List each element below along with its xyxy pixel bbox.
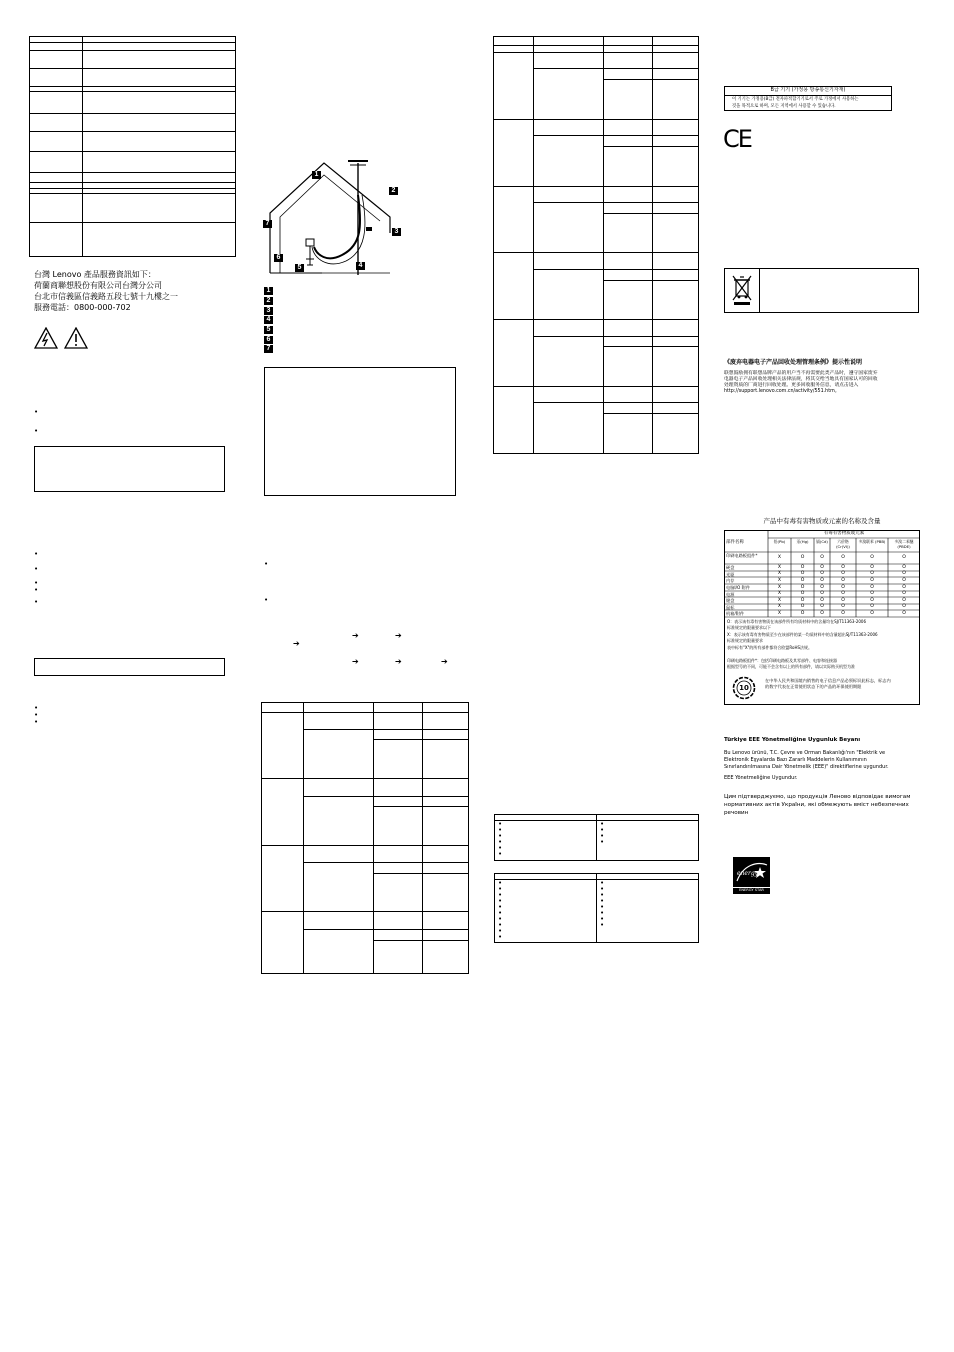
bullet: • [600,921,605,929]
bullet: • [600,909,605,917]
antenna-callout-1: 1 [312,171,321,179]
rohs-part-name: 电脑I/O 附件 [726,584,751,590]
epup-text1: 在中华人民共和国境内销售的电子信息产品必须标识此标志，标志内 [765,678,891,683]
col2-bottom-table [261,702,469,974]
rohs-cell: O [841,571,845,576]
bullet: • [498,838,503,846]
rohs-note2b: 标准规定的限量要求 [727,638,763,643]
rohs-cell: O [820,577,824,583]
rohs-cell: O [841,577,845,583]
rohs-cell: O [820,610,824,616]
taiwan-service-line2: 荷蘭商聯想股份有限公司台灣分公司 [34,281,162,290]
rohs-cell: O [800,604,805,609]
rohs-cell: O [820,584,824,590]
rohs-column-header: 多溴联苯 (PBB) [858,539,886,544]
antenna-callout-6: 6 [274,254,283,262]
rohs-cell: X [777,564,782,570]
bullet: • [600,897,605,905]
bullet: • [498,826,503,834]
rohs-cell: O [870,555,874,560]
legend-callout-6: 6 [264,336,273,344]
rohs-cell: O [800,555,805,560]
bullet: • [498,921,503,929]
rohs-column-header: 汞(Hg) [796,539,809,544]
rohs-cell: O [870,597,874,603]
ukraine-line1: Цим підтверджуємо, що продукція Леново відповідає вимогам [724,794,911,800]
antenna-grounding-diagram [262,155,412,277]
rohs-cell: O [820,571,824,576]
rohs-cell: O [902,604,906,609]
bullet: • [600,891,605,899]
rohs-note4: 印刷电路板组件*：包括印刷电路板及其零部件、电容和连接器 [727,658,837,663]
electric-hazard-icon [34,327,58,349]
rohs-cell: O [841,597,845,603]
rohs-cell: X [777,591,782,596]
rohs-cell: O [902,597,906,603]
bullet: • [600,838,605,846]
legend-callout-7: 7 [264,345,273,353]
turkey-line2: Elektronik Eşyalarda Bazı Zararlı Maddelerin Kullanımının [724,757,867,763]
rohs-cell: O [841,555,845,560]
rohs-cell: O [800,564,805,570]
rohs-cell: O [800,577,805,583]
legend-callout-1: 1 [264,287,273,295]
rohs-cell: O [902,577,906,583]
rohs-part-name: 光驱 [726,571,735,577]
bullet: • [600,820,605,828]
arrow-icon: ➔ [395,631,402,640]
rohs-cell: O [902,571,906,576]
legend-callout-3: 3 [264,307,273,315]
antenna-callout-7: 7 [263,220,272,228]
col1-notice-box [34,446,225,492]
rohs-column-header: 铅(Pb) [773,539,786,544]
rohs-cell: O [870,584,874,590]
bullet: • [600,915,605,923]
arrow-icon: ➔ [352,657,359,666]
bullet: • [498,933,503,941]
taiwan-service-line3: 台北市信義區信義路五段七號十九樓之一 [34,292,178,301]
korea-notice-line1: 이 기기는 가정용(B급) 전자파적합기기로서 주로 가정에서 사용하는 [732,97,859,102]
ukraine-line3: речовин [724,810,749,816]
rohs-cell: O [902,610,906,616]
rohs-cell: O [902,584,906,590]
turkey-line3: Sınırlandırılmasına Dair Yönetmelik (EEE)" direktiflerine uygundur. [724,764,889,770]
rohs-cell: O [820,597,824,603]
rohs-cell: X [777,584,782,590]
rohs-cell: X [777,571,782,576]
rohs-cell: O [902,564,906,570]
arrow-icon: ➔ [352,631,359,640]
rohs-cell: O [800,584,805,590]
bullet: • [498,885,503,893]
bullet: • [498,879,503,887]
rohs-cell: O [820,555,824,560]
rohs-part-header: 部件名称 [726,540,744,545]
col3-top-table [493,36,699,454]
rohs-part-name: 鼠标 [726,604,735,610]
rohs-cell: X [777,610,782,616]
taiwan-service-line1: 台灣 Lenovo 產品服務資訊如下： [34,270,156,279]
legend-callout-2: 2 [264,297,273,305]
legend-callout-4: 4 [264,316,273,324]
bullet: • [600,879,605,887]
bullet: • [498,909,503,917]
energy-star-script: energy [737,870,759,877]
rohs-part-name: 机箱/附件 [726,610,745,616]
rohs-part-name: 内存 [726,577,735,583]
rohs-column-header: 多溴二苯醚 (PBDE) [894,539,914,549]
rohs-part-name: 键盘 [726,597,735,603]
bullet: • [498,897,503,905]
turkey-line4: EEE Yönetmeliğine Uygundur. [724,775,798,781]
rohs-part-name: 电源 [726,591,735,597]
col1-small-box [34,658,225,676]
rohs-cell: O [841,564,845,570]
rohs-cell: O [800,597,805,603]
bullet: • [498,820,503,828]
rohs-cell: O [870,610,874,616]
rohs-cell: O [902,591,906,596]
rohs-note2: X：表示该有毒有害物质至少在该部件的某一均质材料中的含量超出SJ/T11363-2006 [727,632,878,637]
rohs-cell: O [820,591,824,596]
antenna-callout-4: 4 [356,262,365,270]
rohs-note3: 表中标有"X"的所有部件都符合欧盟RoHS法规。 [727,645,813,650]
china-weee-line4: http://support.lenovo.com.cn/activity/551.htm。 [724,389,840,394]
rohs-cell: O [870,564,874,570]
china-rohs-title: 产品中有毒有害物质或元素的名称及含量 [763,517,881,525]
rohs-note1b: 标准规定的限量要求以下 [727,625,771,630]
bullet: • [498,915,503,923]
weee-box [724,268,919,313]
rohs-note5: 根据型号的不同，可能不会含有以上的所有部件，请以实际购买机型为准 [727,664,855,669]
bullet: • [498,832,503,840]
ce-mark-icon: CE [723,125,751,153]
bullet: • [498,850,503,858]
rohs-cell: O [870,577,874,583]
rohs-part-name: 印刷电路板组件* [726,552,758,558]
rohs-cell: O [800,610,805,616]
turkey-title: Türkiye EEE Yönetmeliğine Uygunluk Beyanı [724,737,861,743]
rohs-cell: X [777,577,782,583]
turkey-line1: Bu Lenovo ürünü, T.C. Çevre ve Orman Bakanlığı'nın "Elektrik ve [724,750,886,756]
epup-text2: 的数字代表在正常使用状态下的产品的环保使用期限 [765,684,862,689]
antenna-callout-3: 3 [392,228,401,236]
epup-number: 10 [739,684,749,692]
china-weee-line3: 处理资质的厂商进行回收处理。更多回收服务信息，请点击进入 [724,383,859,388]
rohs-cell: O [870,571,874,576]
taiwan-service-line4: 服務電話：0800-000-702 [34,303,131,312]
rohs-cell: X [777,555,782,560]
col1-top-table-divider [82,36,83,257]
crossed-bin-icon [731,274,753,306]
rohs-group-header: 有毒有害物质或元素 [823,531,865,536]
bullet: • [498,903,503,911]
rohs-cell: O [820,604,824,609]
arrow-icon: ➔ [293,639,300,648]
rohs-column-header: 六价铬 (Cr(VI)) [836,539,850,549]
caution-icon [64,327,88,349]
korea-notice-line2: 것을 목적으로 하며, 모든 지역에서 사용할 수 있습니다. [732,104,836,109]
ukraine-line2: нормативних актів України, які обмежують вміст небезпечних [724,802,909,808]
col1-top-table [29,36,236,257]
arrow-icon: ➔ [441,657,448,666]
rohs-note1: O：表示该有毒有害物质在该部件所有均质材料中的含量均在SJ/T11363-2006 [727,619,867,624]
rohs-cell: O [870,604,874,609]
rohs-cell: O [841,610,845,616]
rohs-cell: O [841,584,845,590]
antenna-callout-5: 5 [295,264,304,272]
rohs-cell: X [777,597,782,603]
bullet: • [498,927,503,935]
bullet: • [34,427,39,435]
bullet: • [34,408,39,416]
rohs-cell: O [820,564,824,570]
bullet: • [498,844,503,852]
energy-star-label: ENERGY STAR [733,887,770,893]
rohs-cell: O [870,591,874,596]
legend-callout-5: 5 [264,326,273,334]
energy-star-logo [733,857,770,894]
rohs-cell: O [902,555,906,560]
bullet: • [600,832,605,840]
bullet: • [600,885,605,893]
china-weee-line2: 电器电子产品回收处理相关法律法规，将其交给当地具有国家认可的回收 [724,377,878,382]
korea-notice-title: B급 기기 (가정용 방송통신기자재) [770,87,846,93]
bullet: • [600,903,605,911]
rohs-cell: O [841,591,845,596]
arrow-icon: ➔ [395,657,402,666]
rohs-cell: O [800,591,805,596]
china-weee-line1: 联想鼓励拥有联想品牌产品的用户当不再需要此类产品时，遵守国家废弃 [724,371,878,376]
bullet: • [498,891,503,899]
col2-notice-box [264,367,456,496]
bullet: • [600,826,605,834]
rohs-cell: O [841,604,845,609]
china-weee-title: 《废弃电器电子产品回收处理管理条例》提示性说明 [724,359,863,366]
rohs-part-name: 硬盘 [726,564,735,570]
rohs-cell: X [777,604,782,609]
rohs-column-header: 镉(Cd) [816,539,828,544]
antenna-callout-2: 2 [389,187,398,195]
rohs-cell: O [800,571,805,576]
